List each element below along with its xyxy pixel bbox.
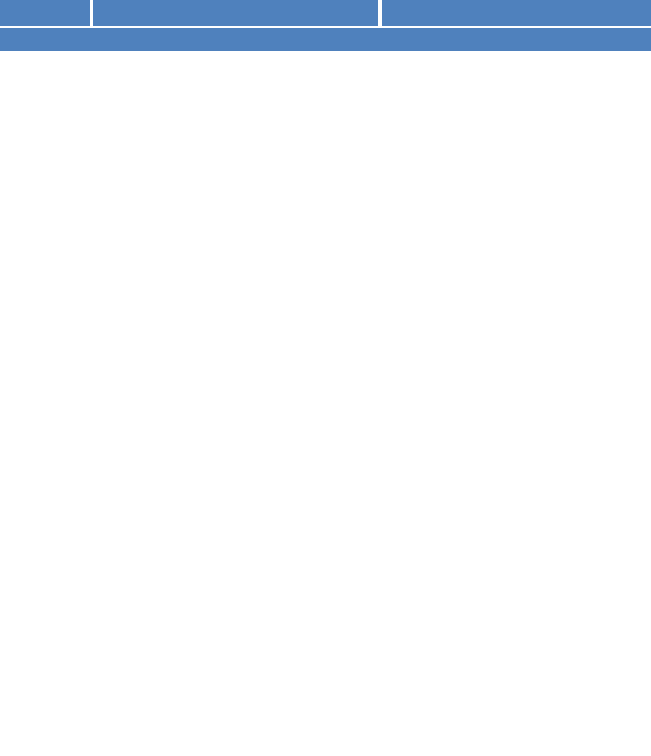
model-header-row [0, 0, 651, 26]
model-name-left [93, 0, 378, 26]
machine-spec-table [0, 0, 651, 51]
control-box-section-title [0, 28, 651, 51]
row-label-model [0, 0, 90, 26]
model-name-right [382, 0, 651, 26]
